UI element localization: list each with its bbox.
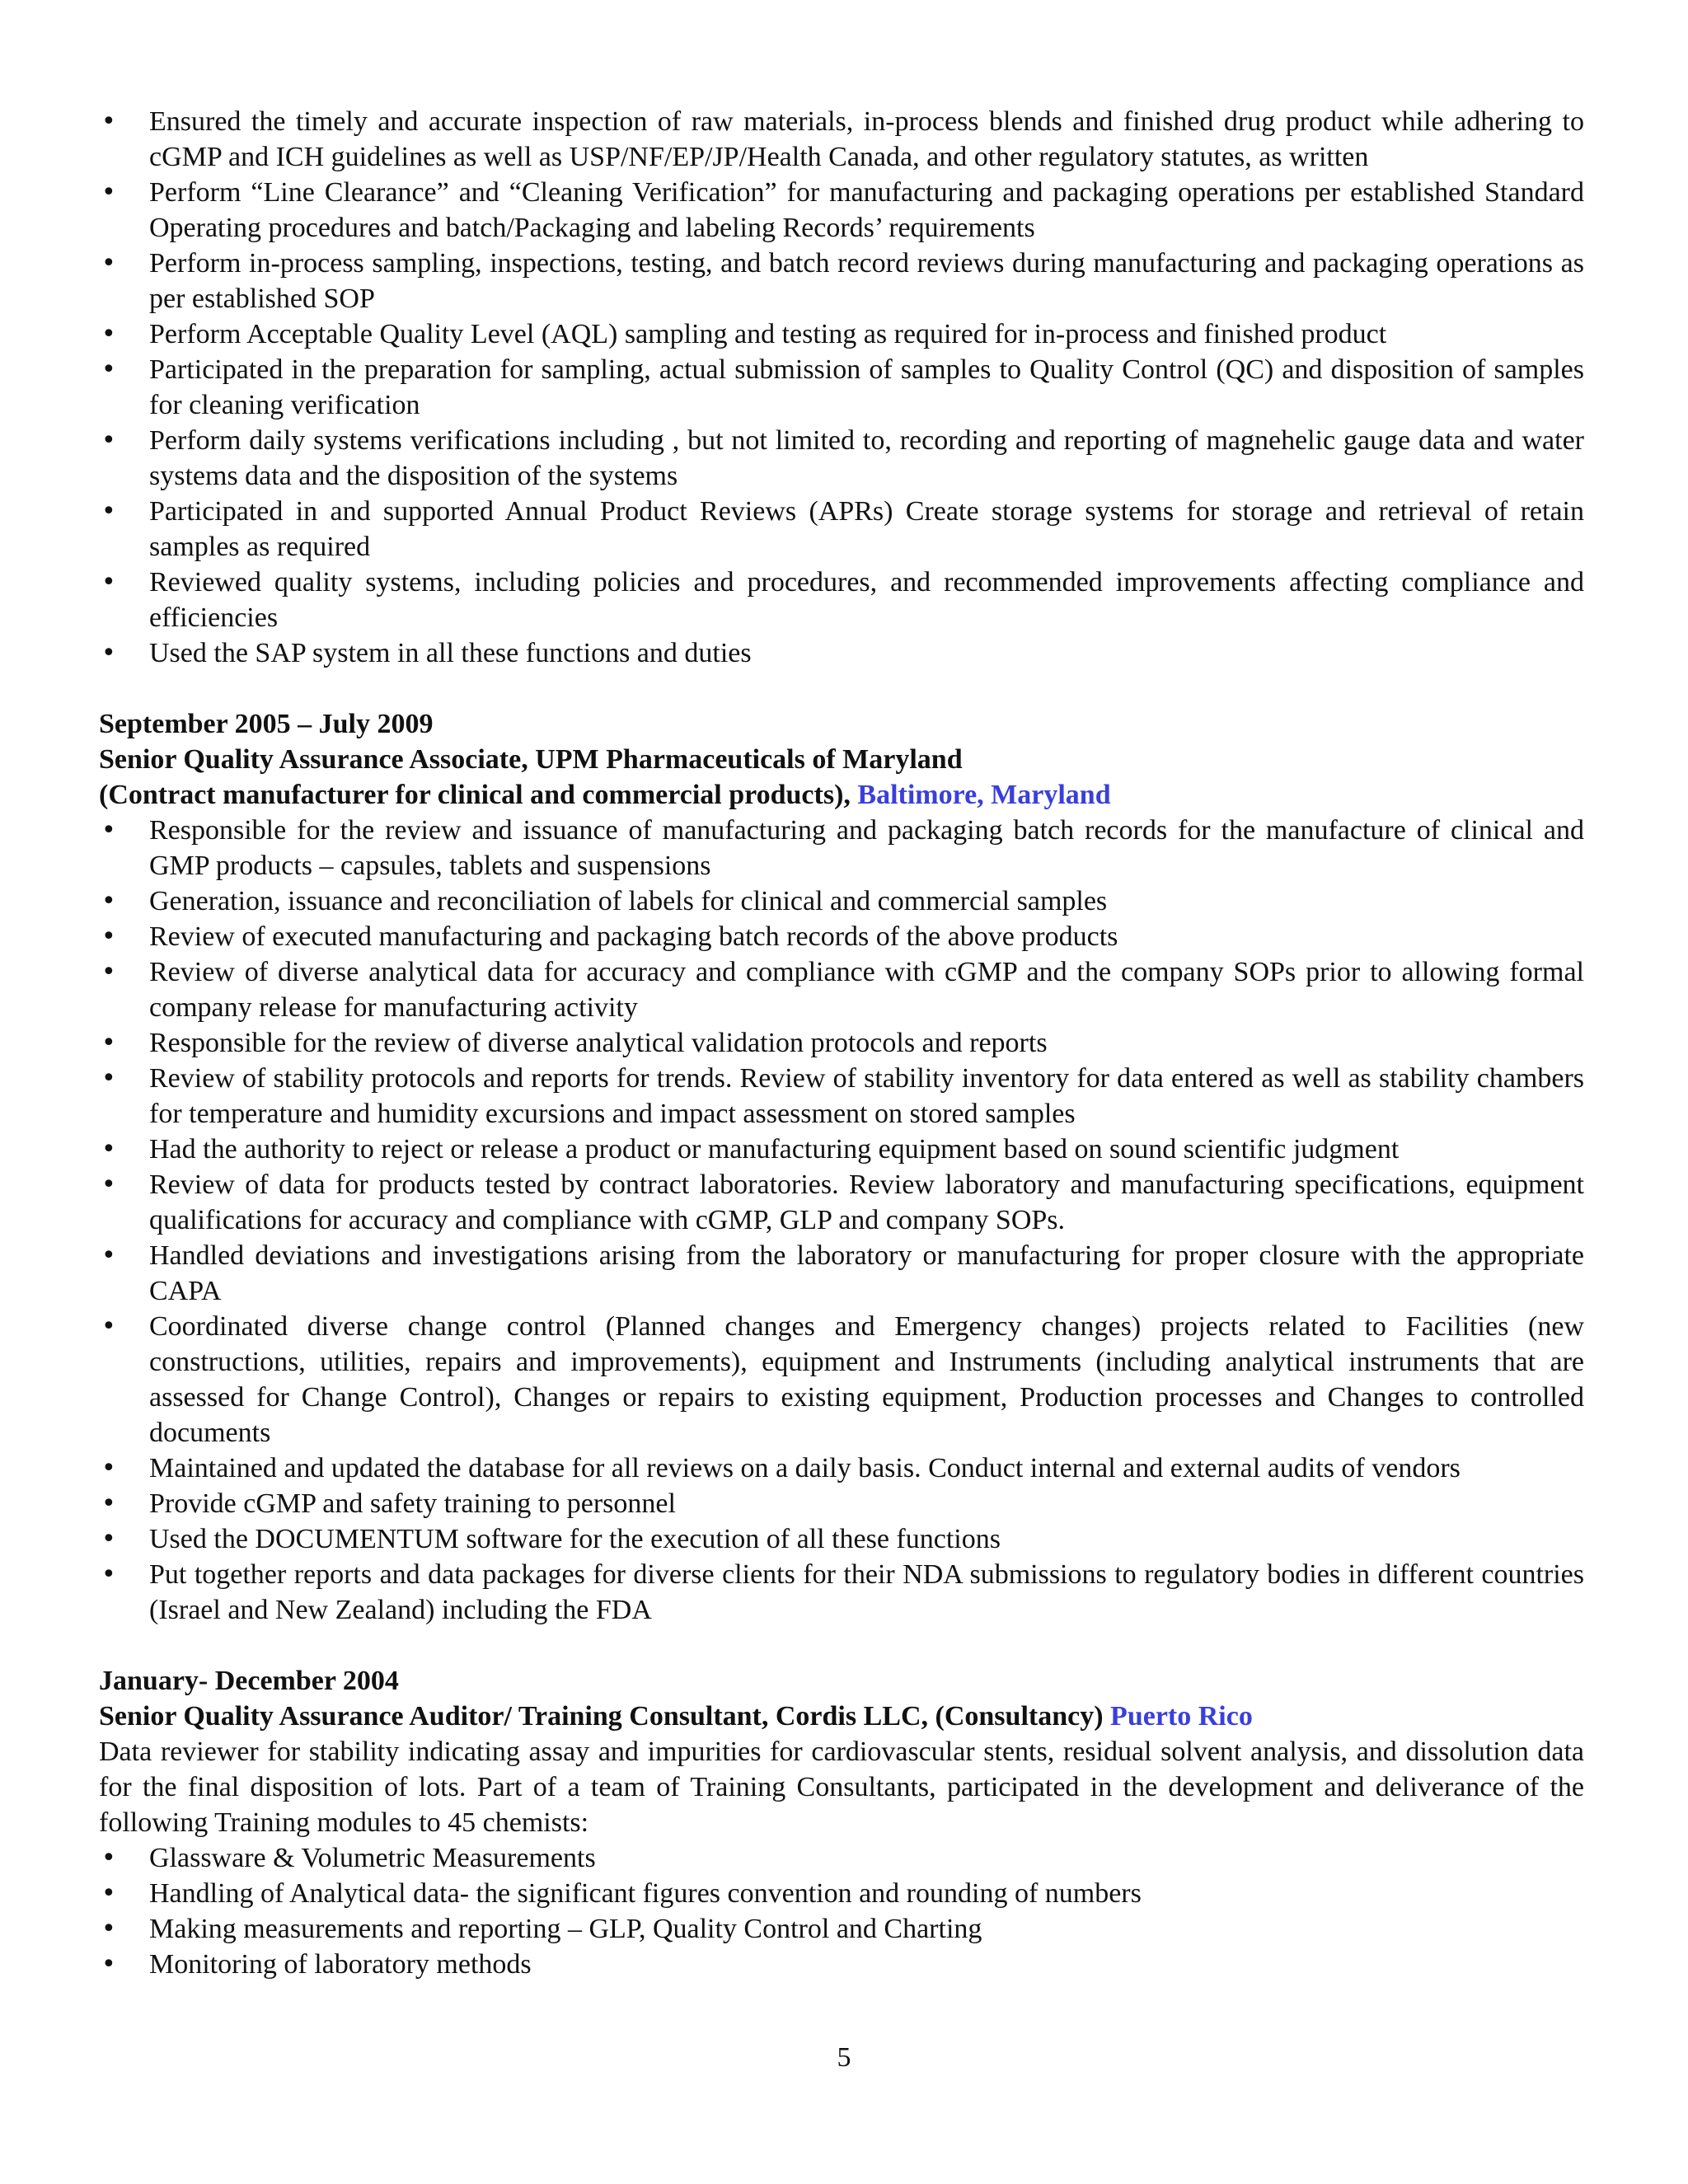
upm-job-title: Senior Quality Assurance Associate, UPM Pharmaceuticals of Maryland	[99, 744, 963, 775]
list-item: • Ensured the timely and accurate inspection of raw materials, in-process blends and finished drug product while adhering to cGMP and ICH guidelines as well as USP/NF/EP/JP/Health Canada, and other regulatory statutes, as written	[99, 104, 1584, 175]
list-item: • Provide cGMP and safety training to personnel	[99, 1486, 1584, 1521]
cordis-job-title-line	[99, 1699, 1584, 1734]
previous-job-duties-list	[99, 104, 1584, 671]
cordis-job-section	[99, 1663, 1584, 1982]
upm-job-location: Baltimore, Maryland	[857, 780, 1111, 810]
upm-job-dates: September 2005 – July 2009	[99, 709, 434, 739]
list-item: • Perform “Line Clearance” and “Cleaning Verification” for manufacturing and packaging operations per established Standard Operating procedures and batch/Packaging and labeling Records’ requirements	[99, 175, 1584, 246]
list-item: • Reviewed quality systems, including policies and procedures, and recommended improvements affecting compliance and efficiencies	[99, 565, 1584, 635]
list-item: • Used the SAP system in all these functions and duties	[99, 635, 1584, 671]
list-item: • Maintained and updated the database for all reviews on a daily basis. Conduct internal and external audits of vendors	[99, 1451, 1584, 1486]
list-item: • Making measurements and reporting – GLP, Quality Control and Charting	[99, 1911, 1584, 1947]
cordis-training-modules-list	[99, 1840, 1584, 1982]
list-item: • Participated in the preparation for sampling, actual submission of samples to Quality Control (QC) and disposition of samples for cleaning verification	[99, 352, 1584, 423]
upm-job-section	[99, 706, 1584, 1628]
list-item: • Generation, issuance and reconciliation of labels for clinical and commercial samples	[99, 883, 1584, 919]
upm-duties-list	[99, 813, 1584, 1628]
list-item: • Put together reports and data packages for diverse clients for their NDA submissions to regulatory bodies in different countries (Israel and New Zealand) including the FDA	[99, 1557, 1584, 1628]
list-item: • Handled deviations and investigations arising from the laboratory or manufacturing for proper closure with the appropriate CAPA	[99, 1238, 1584, 1309]
list-item: • Monitoring of laboratory methods	[99, 1947, 1584, 1982]
list-item: • Handling of Analytical data- the significant figures convention and rounding of numbers	[99, 1876, 1584, 1911]
list-item: • Perform Acceptable Quality Level (AQL) sampling and testing as required for in-process and finished product	[99, 316, 1584, 352]
cordis-job-title: Senior Quality Assurance Auditor/ Training Consultant, Cordis LLC, (Consultancy)	[99, 1701, 1104, 1732]
resume-page	[99, 104, 1584, 1982]
cordis-job-dates: January- December 2004	[99, 1666, 399, 1696]
list-item: • Review of stability protocols and reports for trends. Review of stability inventory for data entered as well as stability chambers for temperature and humidity excursions and impact assessment on stored samples	[99, 1061, 1584, 1132]
list-item: • Used the DOCUMENTUM software for the execution of all these functions	[99, 1521, 1584, 1557]
page-number: 5	[837, 2042, 851, 2073]
list-item: • Perform in-process sampling, inspections, testing, and batch record reviews during manufacturing and packaging operations as per established SOP	[99, 246, 1584, 316]
list-item: • Participated in and supported Annual Product Reviews (APRs) Create storage systems for storage and retrieval of retain samples as required	[99, 494, 1584, 565]
list-item: • Review of diverse analytical data for accuracy and compliance with cGMP and the company SOPs prior to allowing formal company release for manufacturing activity	[99, 954, 1584, 1025]
list-item: • Review of data for products tested by contract laboratories. Review laboratory and manufacturing specifications, equipment qualifications for accuracy and compliance with cGMP, GLP and company SOPs.	[99, 1167, 1584, 1238]
cordis-job-location: Puerto Rico	[1110, 1701, 1253, 1732]
list-item: • Had the authority to reject or release a product or manufacturing equipment based on sound scientific judgment	[99, 1132, 1584, 1167]
list-item: • Perform daily systems verifications including , but not limited to, recording and reporting of magnehelic gauge data and water systems data and the disposition of the systems	[99, 423, 1584, 494]
list-item: • Review of executed manufacturing and packaging batch records of the above products	[99, 919, 1584, 954]
upm-company-description: (Contract manufacturer for clinical and commercial products),	[99, 780, 851, 810]
list-item: • Glassware & Volumetric Measurements	[99, 1840, 1584, 1876]
list-item: • Coordinated diverse change control (Planned changes and Emergency changes) projects related to Facilities (new constructions, utilities, repairs and improvements), equipment and Instruments (including analytical instruments that are assessed for Change Control), Changes or repairs to existing equipment, Production processes and Changes to controlled documents	[99, 1309, 1584, 1451]
list-item: • Responsible for the review and issuance of manufacturing and packaging batch records for the manufacture of clinical and GMP products – capsules, tablets and suspensions	[99, 813, 1584, 883]
cordis-job-description: Data reviewer for stability indicating assay and impurities for cardiovascular stents, residual solvent analysis, and dissolution data for the final disposition of lots. Part of a team of Training Consultants, participated in the development and deliverance of the following Training modules to 45 chemists:	[99, 1736, 1584, 1838]
upm-job-subtitle	[99, 777, 1584, 813]
list-item: • Responsible for the review of diverse analytical validation protocols and reports	[99, 1025, 1584, 1061]
